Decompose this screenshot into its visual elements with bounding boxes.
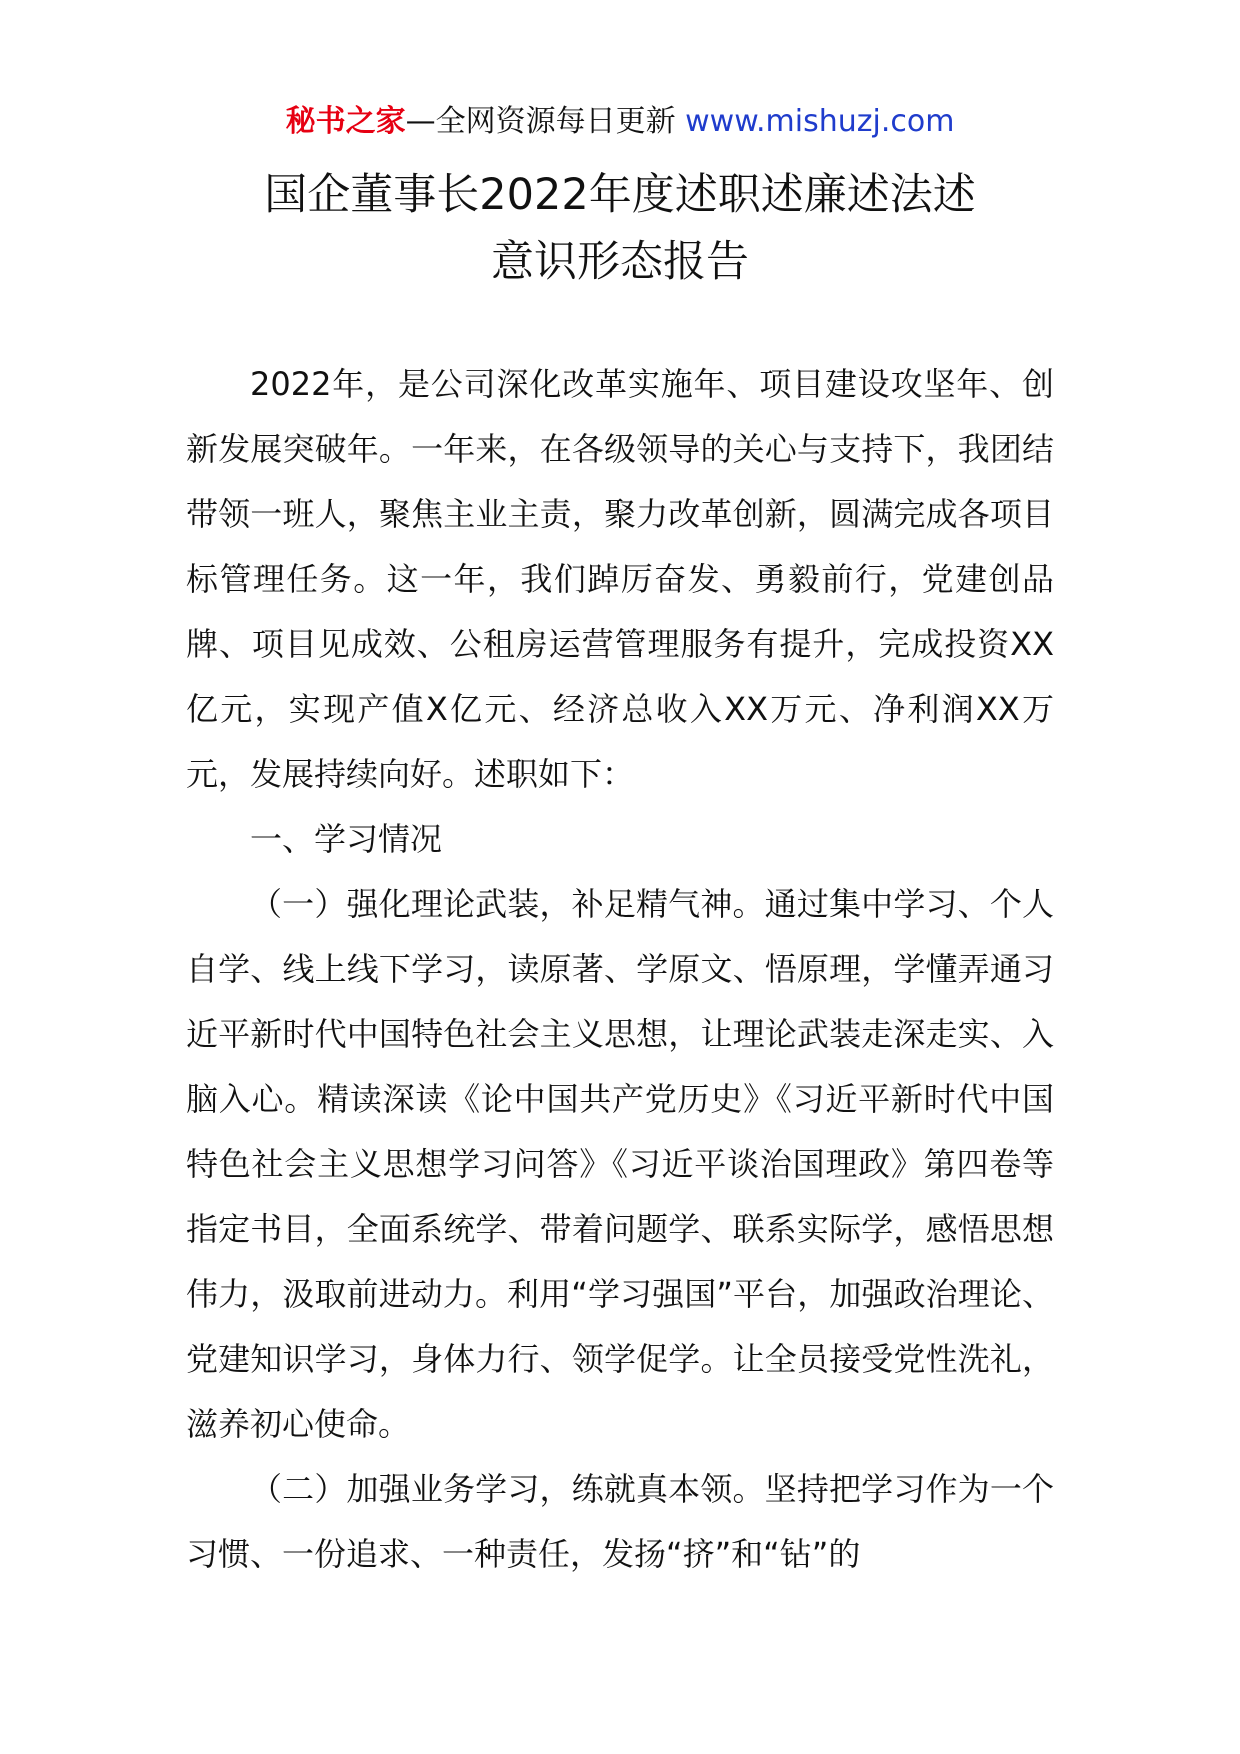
site-url-link[interactable]: www.mishuzj.com [685,104,955,139]
brand-name: 秘书之家 [285,104,406,139]
body-paragraph: （一）强化理论武装，补足精气神。通过集中学习、个人自学、线上线下学习，读原著、学原文、悟原理，学懂弄通习近平新时代中国特色社会主义思想，让理论武装走深走实、入脑入心。精读深读《论中国共产党历史》《习近平新时代中国特色社会主义思想学习问答》《习近平谈治国理政》第四卷等指定书目，全面系统学、带着问题学、联系实际学，感悟思想伟力，汲取前进动力。利用“学习强国”平台，加强政治理论、党建知识学习，身体力行、领学促学。让全员接受党性洗礼，滋养初心使命。 [186,885,1054,1443]
body-paragraph: （二）加强业务学习，练就真本领。坚持把学习作为一个习惯、一份追求、一种责任，发扬“挤”和“钻”的 [186,1470,1054,1573]
intro-paragraph: 2022年，是公司深化改革实施年、项目建设攻坚年、创新发展突破年。一年来，在各级领导的关心与支持下，我团结带领一班人，聚焦主业主责，聚力改革创新，圆满完成各项目标管理任务。这一年，我们踔厉奋发、勇毅前行，党建创品牌、项目见成效、公租房运营管理服务有提升，完成投资XX亿元，实现产值X亿元、经济总收入XX万元、净利润XX万元，发展持续向好。述职如下： [186,365,1054,793]
section-heading: 一、学习情况 [250,820,443,858]
header-tagline: —全网资源每日更新 [405,104,676,139]
document-body [186,352,1054,1587]
watermark-header [0,100,1240,144]
document-title-line1: 国企董事长2022年度述职述廉述法述 [264,170,976,220]
document-title-line2: 意识形态报告 [491,237,749,287]
